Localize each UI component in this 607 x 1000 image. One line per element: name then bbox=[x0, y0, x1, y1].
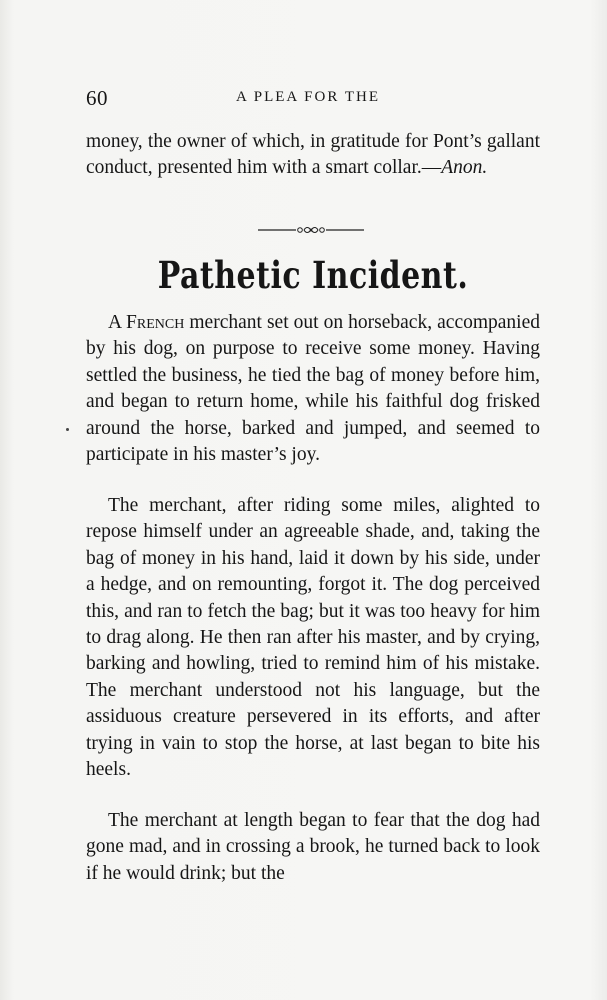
paragraph-2 bbox=[86, 493, 540, 783]
section-divider-ornament-icon bbox=[258, 222, 364, 238]
page-header bbox=[86, 86, 540, 116]
running-title: A PLEA FOR THE bbox=[236, 89, 380, 105]
carry-over-text bbox=[86, 129, 540, 182]
page-number: 60 bbox=[86, 86, 108, 110]
attribution-signature: Anon. bbox=[441, 157, 488, 179]
paragraph-3-text: The merchant at length began to fear that the dog had gone mad, and in crossing a brook, he turned back to look if he would drink; but the bbox=[86, 810, 540, 884]
margin-mark bbox=[66, 428, 69, 431]
carry-over-body: money, the owner of which, in gratitude for Pont’s gallant conduct, presented him with a smart collar.— bbox=[86, 131, 540, 179]
paragraph-2-text: The merchant, after riding some miles, alighted to repose himself under an agreeable shade, and, taking the bag of money in his hand, laid it down by his side, under a hedge, and on remounting, forgot it. The dog perceived this, and ran to fetch the bag; but it was too heavy for him to drag along. He then ran after his master, and by crying, barking and howling, tried to remind him of his mistake. The merchant understood not his language, but the assiduous creature persevered in its efforts, and after trying in vain to stop the horse, at last began to bite his heels. bbox=[86, 495, 540, 781]
section-title: Pathetic Incident. bbox=[157, 254, 469, 298]
paragraph-1 bbox=[86, 310, 540, 468]
paragraph-3 bbox=[86, 808, 540, 887]
paragraph-1-body: merchant set out on horseback, accompanied by his dog, on purpose to receive some money. Having settled the business, he tied the bag of money before him, and began to return home, while his faithful dog frisked around the horse, barked and jumped, and seemed to participate in his master’s joy. bbox=[86, 312, 540, 466]
carry-over-paragraph bbox=[86, 129, 540, 182]
paragraph-1-text bbox=[86, 310, 540, 468]
paragraph-1-lead: A French bbox=[108, 312, 185, 333]
